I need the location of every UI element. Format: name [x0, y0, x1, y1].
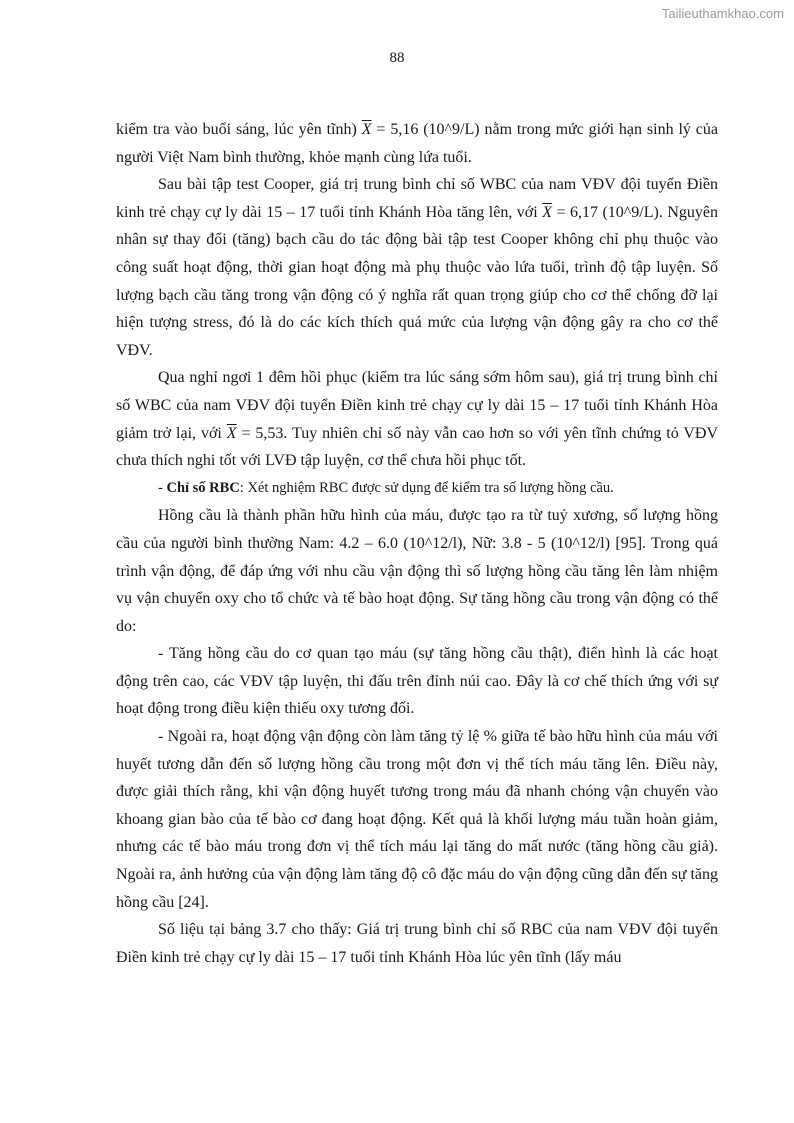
paragraph-3-text-a: Qua nghỉ ngơi 1 đêm hồi phục (kiểm tra lúc sáng sớm hôm sau), giá trị trung bình chỉ số WBC của nam VĐV đội tuyển Điền kinh trẻ chạy cự ly dài 15 – 17 tuổi tỉnh Khánh Hòa giảm trở lại, với: [116, 369, 718, 442]
paragraph-1: [116, 116, 718, 171]
paragraph-6: - Tăng hồng cầu do cơ quan tạo máu (sự tăng hồng cầu thật), điển hình là các hoạt động trên cao, các VĐV tập luyện, thi đấu trên đỉnh núi cao. Đây là cơ chế thích ứng với sự hoạt động trong điều kiện thiếu oxy tương đối.: [116, 645, 718, 718]
rbc-prefix: -: [158, 479, 167, 496]
paragraph-2-text-a: Sau bài tập test Cooper, giá trị trung bình chỉ số WBC của nam VĐV đội tuyển Điền kinh trẻ chạy cự ly dài 15 – 17 tuổi tỉnh Khánh Hòa tăng lên, với: [116, 176, 718, 221]
paragraph-5: Hồng cầu là thành phần hữu hình của máu, được tạo ra từ tuỷ xương, số lượng hồng cầu của người bình thường Nam: 4.2 – 6.0 (10^12/l), Nữ: 3.8 - 5 (10^12/l) [95]. Trong quá trình vận động, để đáp ứng với nhu cầu vận động thì số lượng hồng cầu tăng lên làm nhiệm vụ vận chuyển oxy cho tổ chức và tế bào hoạt động. Sự tăng hồng cầu trong vận động có thể do:: [116, 507, 718, 635]
paragraph-7: - Ngoài ra, hoạt động vận động còn làm tăng tỷ lệ % giữa tế bào hữu hình của máu với huyết tương dẫn đến số lượng hồng cầu trong một đơn vị thể tích máu tăng lên. Điều này, được giải thích rằng, khi vận động huyết tương trong máu đã nhanh chóng vận chuyển vào khoang gian bào của tế bào cơ đang hoạt động. Kết quả là khối lượng máu tuần hoàn giảm, nhưng các tế bào máu trong đơn vị thể tích máu lại tăng do mất nước (tăng hồng cầu giả). Ngoài ra, ảnh hưởng của vận động làm tăng độ cô đặc máu do vận động cũng dẫn đến sự tăng hồng cầu [24].: [116, 728, 718, 911]
paragraph-8: Số liệu tại bảng 3.7 cho thấy: Giá trị trung bình chỉ số RBC của nam VĐV đội tuyển Điền kinh trẻ chạy cự ly dài 15 – 17 tuổi tỉnh Khánh Hòa lúc yên tĩnh (lấy máu: [116, 921, 718, 966]
paragraph-3-text-b: = 5,53. Tuy nhiên chỉ số này vẫn cao hơn so với yên tĩnh chứng tỏ VĐV chưa thích nghi tốt với LVĐ tập luyện, cơ thể chưa hồi phục tốt.: [116, 424, 719, 470]
rbc-label: Chỉ số RBC: [166, 479, 240, 496]
paragraph-1-text-a: kiểm tra vào buổi sáng, lúc yên tĩnh): [116, 121, 362, 138]
paragraph-2-text-b: = 6,17 (10^9/L). Nguyên nhân sự thay đổi (tăng) bạch cầu do tác động bài tập test Cooper không chỉ phụ thuộc vào công suất hoạt động, thời gian hoạt động mà phụ thuộc vào lứa tuổi, trình độ tập luyện. Số lượng bạch cầu tăng trong vận động có ý nghĩa rất quan trọng giúp cho cơ thể chống đỡ lại hiện tượng stress, đó là do các kích thích quá mức của lượng vận động gây ra cho cơ thể VĐV.: [116, 203, 718, 359]
mean-symbol: $\overline{X}$: [226, 424, 237, 442]
page-number: 88: [389, 50, 405, 66]
paragraph-3: [116, 364, 718, 474]
watermark: Tailieuthamkhao.com: [661, 6, 784, 21]
document-body: [116, 116, 718, 971]
rbc-description: : Xét nghiệm RBC được sử dụng để kiểm tra số lượng hồng cầu.: [239, 479, 614, 496]
paragraph-1-text-b: = 5,16 (10^9/L) nằm trong mức giới hạn sinh lý của người Việt Nam bình thường, khỏe mạnh cùng lứa tuổi.: [116, 121, 719, 166]
paragraph-2: [116, 171, 718, 364]
paragraph-rbc-heading: [116, 475, 718, 503]
mean-symbol: $\overline{X}$: [542, 203, 552, 221]
mean-symbol: $\overline{X}$: [361, 121, 372, 138]
